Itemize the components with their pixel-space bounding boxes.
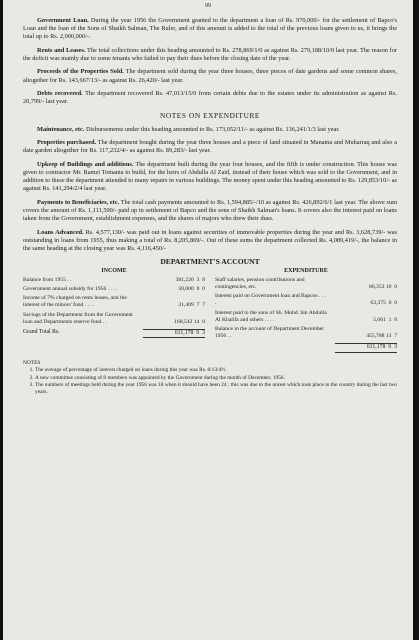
run-in-heading: Rents and Leases. — [37, 46, 86, 54]
income-amount: 31,409 7 7 — [178, 302, 205, 309]
note-item: 3. The numbers of meetings held during the year 1956 was 18 when it should have been 24 ; this was due to the unrest which took place in the country during the last two years. — [35, 382, 397, 395]
expenditure-row — [215, 310, 397, 324]
income-row — [23, 312, 205, 326]
income-row — [23, 277, 205, 284]
run-in-heading: Maintenance, etc. — [37, 125, 85, 133]
paragraph-government-loan — [23, 17, 397, 42]
run-in-heading: Loans Advanced. — [37, 228, 84, 236]
income-amount: 30,000 0 0 — [178, 285, 205, 292]
paragraph-text: The total cash payments amounted to Rs. 1,594,885/-/10 as against Rs. 426,892/6/1 last year. The above sum covers the amount of Rs. 1,111,590/- paid up in settlement of Bapco and the sons of Shaikh Salman's loans. It covers also the interest paid on loans taken from the Government, establishment expenses, and the shares of majors who drew their dues. — [23, 198, 397, 223]
run-in-heading: Payments to Beneficiaries, etc. — [37, 198, 120, 206]
paragraph-properties-sold — [23, 68, 397, 84]
expenditure-label: Interest paid to the sons of Sh. Mohd. bin Abdulla Al Khalifa and others . . . . — [215, 309, 327, 323]
grand-total-currency: Rs. — [52, 328, 60, 335]
income-label: Government annual subsidy for 1956 . . . . — [23, 285, 118, 292]
account-table — [23, 268, 397, 353]
income-row — [23, 295, 205, 309]
paragraph-text: The department bought during the year three houses and a piece of land situated in Manama and Muharraq and also a date garden altogether for Rs. 117,232/4/- as against Rs. 89,283/- last year. — [23, 139, 397, 155]
income-amount: 381,226 3 8 — [175, 276, 205, 283]
expenditure-amount: 455,788 13 7 — [366, 333, 397, 340]
expenditure-grand-total — [215, 342, 397, 352]
notes-section — [23, 360, 397, 396]
expenditure-amount: 5,661 1 8 — [373, 316, 397, 323]
document-page — [3, 0, 413, 640]
income-label: Income of 7% charged on rents leases, and the interest of the minors' fund . . . . — [23, 295, 127, 309]
expenditure-column — [215, 268, 397, 353]
expenditure-label: Balance in the account of Department December 1956 . . — [215, 325, 325, 340]
document-body — [23, 17, 397, 397]
expenditure-label: Staff salaries, pension contributions and contingencies, etc. — [215, 276, 305, 290]
paragraph-text: During the year 1956 the Government granted to the department a loan of Rs. 970,000/- for the settlement of Bapco's Loan and the loan of the Sons of Shaikh Salman, The Ruler, and of this amount is added to the total of the previous loans given to us, it brings the total up to Rs. 2,000,000/-. — [23, 17, 398, 41]
paragraph-text: Disbursements under this heading amounted to Rs. 173,052/11/- as against Rs. 136,241/1/3 last year. — [85, 125, 340, 133]
run-in-heading: Government Loan. — [37, 17, 89, 24]
run-in-heading: Debts recovered. — [37, 89, 83, 97]
paragraph-properties-purchased — [23, 139, 397, 155]
grand-total-text: Grand Total — [23, 328, 51, 335]
income-column — [23, 268, 205, 353]
paragraph-text: The total collections under this heading amounted to Rs. 278,869/1/0 as against Rs. 279,188/10/0 last year. The reason for the deficit was mainly due to some tenants who failed to pay their dues before the closing date of the year. — [23, 46, 397, 62]
income-grand-total — [23, 328, 205, 338]
expenditure-label: Interest paid on Government loan and Bapcos . . . . — [215, 293, 326, 307]
expenditure-notes-heading: NOTES ON EXPENDITURE — [160, 110, 260, 120]
notes-list — [23, 367, 397, 395]
expenditure-header: EXPENDITURE — [284, 267, 328, 274]
income-amount: 168,542 14 0 — [174, 318, 205, 325]
paragraph-rents-leases — [23, 47, 397, 63]
paragraph-text: The department built during the year four houses, and the fifth is under construction. This house was given to contractor Mr. Ramzi Tomania to build, for the heirs of Abdulla Al Zaid, instead of their house which was sold to the Government, and in addition to these the department attended to many repairs in various buildings. The money spent under this heading amounted to Rs. 129,853/10/- as against Rs. 141,294/2/4 last year. — [23, 160, 397, 193]
paragraph-text: The department recovered Rs. 47,013/15/0 from certain debts due to the estates under its administration as against Rs. 20,799/- last year. — [23, 89, 397, 106]
paragraph-loans-advanced — [23, 229, 397, 254]
paragraph-debts-recovered — [23, 90, 397, 106]
grand-total-income-amount: 611,178 9 3 — [143, 329, 205, 338]
account-title: DEPARTMENT'S ACCOUNT — [160, 257, 260, 267]
income-label: Balance from 1955 . . — [23, 276, 72, 283]
expenditure-row — [215, 293, 397, 307]
paragraph-text: Rs. 4,577,130/- was paid out in loans against securities of immovable properties during the year and Rs. 3,628,739/- was outstanding in loans from 1955, thus making a total of Rs. 8,205,869/-. Out of these sums the department collected Rs. 4,089,419/-, the balance in the same heading at the closing year was Rs. 4,116,450/- — [23, 228, 397, 252]
income-label: Savings of the Department from the Government loan and Departments reserve fund . . — [23, 311, 133, 325]
note-item: 2. A new committee consisting of 8 members was appointed by the Government during the month of December, 1956. — [35, 375, 397, 382]
run-in-heading: Upkeep of Buildings and additions. — [37, 160, 134, 168]
paragraph-payments-beneficiaries — [23, 199, 397, 224]
run-in-heading: Proceeds of the Properties Sold. — [37, 68, 124, 76]
run-in-heading: Properties purchased. — [37, 139, 97, 147]
expenditure-amount: 63,375 0 0 — [370, 300, 397, 307]
expenditure-row — [215, 326, 397, 340]
grand-total-expenditure-amount: 611,178 9 3 — [335, 343, 397, 352]
grand-total-label — [23, 329, 60, 338]
page-number: 99 — [205, 3, 211, 9]
paragraph-maintenance — [23, 126, 397, 134]
paragraph-text: The department sold during the year three houses, three pieces of date gardens and some common shares, altogether for Rs. 143,667/13/- as against Rs. 26,420/- last year. — [23, 68, 397, 84]
notes-title: NOTES — [23, 359, 41, 366]
expenditure-amount: 86,353 10 0 — [369, 283, 397, 290]
expenditure-row — [215, 277, 397, 291]
paragraph-upkeep-buildings — [23, 161, 397, 194]
note-item: 1. The average of percentage of interest charged on loans during this year was Rs. 6/13/4½. — [35, 367, 397, 374]
income-header: INCOME — [101, 267, 127, 274]
income-row — [23, 286, 205, 293]
